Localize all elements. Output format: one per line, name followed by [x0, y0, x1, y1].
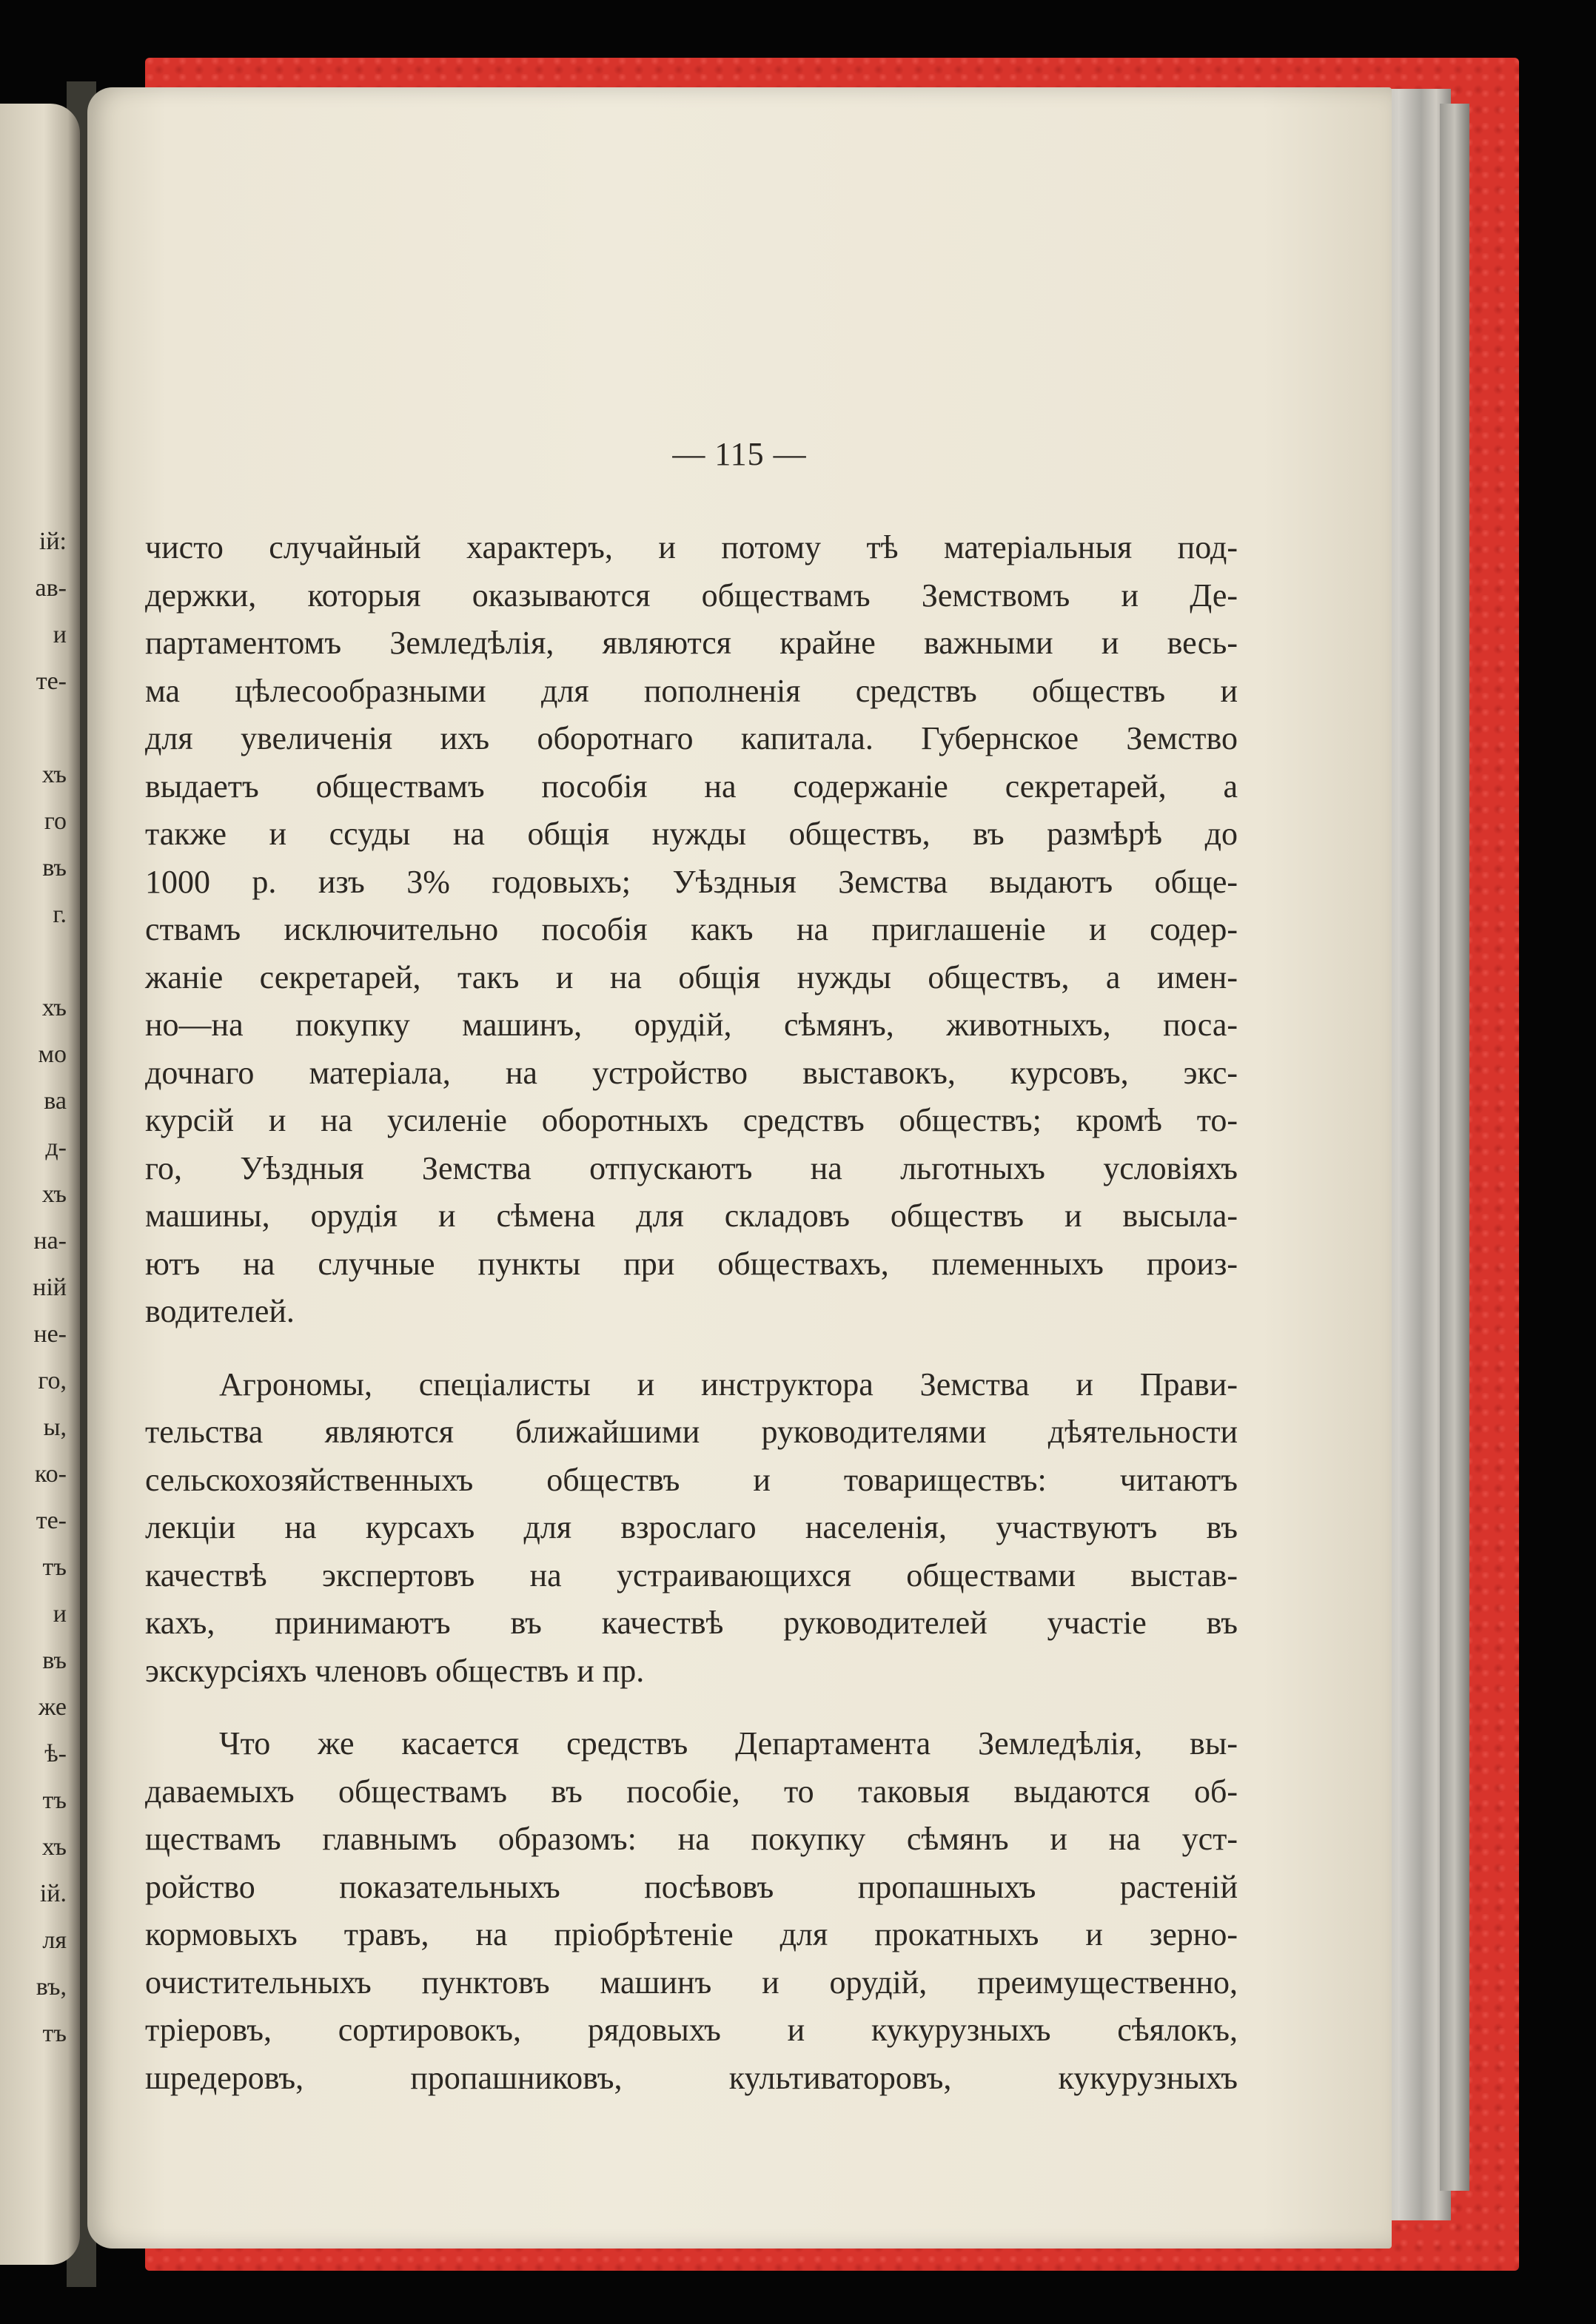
paragraph [145, 1720, 1238, 2102]
left-page-fragment: тъ [42, 2020, 67, 2047]
left-page-fragment: ій. [39, 1880, 67, 1907]
left-page-fragment: хъ [41, 1181, 67, 1208]
text-line: Агрономы, спеціалисты и инструктора Земства и Прави- [219, 1366, 1238, 1403]
left-page-fragment: го [44, 807, 67, 835]
paragraph-gap [145, 1695, 1238, 1720]
text-line: кормовыхъ травъ, на пріобрѣтеніе для прокатныхъ и зерно- [145, 1916, 1238, 1952]
paragraph-gap [145, 1336, 1238, 1361]
left-page-fragment: ля [42, 1927, 67, 1954]
left-page-fragment [0, 938, 67, 984]
left-page-fragment: въ [42, 854, 67, 881]
text-line: курсій и на усиленіе оборотныхъ средствъ обществъ; кромѣ то- [145, 1102, 1238, 1138]
left-facing-page [0, 104, 80, 2265]
text-line: лекціи на курсахъ для взрослаго населенія, участвуютъ въ [145, 1509, 1238, 1545]
text-line: го, Уѣздныя Земства отпускаютъ на льготныхъ условіяхъ [145, 1149, 1238, 1186]
text-line: Что же касается средствъ Департамента Земледѣлія, вы- [219, 1725, 1238, 1762]
text-line: ма цѣлесообразными для пополненія средствъ обществъ и [145, 672, 1238, 709]
text-line: дочнаго матеріала, на устройство выставокъ, курсовъ, экс- [145, 1054, 1238, 1091]
page-block-edge-shadow [1440, 104, 1469, 2191]
left-page-fragment [0, 705, 67, 751]
left-page-fragment: ій: [38, 528, 67, 555]
left-page-fragment: ва [44, 1087, 67, 1115]
left-page-fragment: въ, [36, 1973, 67, 2001]
text-line: но—на покупку машинъ, орудій, сѣмянъ, животныхъ, поса- [145, 1007, 1238, 1043]
text-line: ствамъ исключительно пособія какъ на приглашеніе и содер- [145, 911, 1238, 947]
left-page-fragment: го, [38, 1367, 67, 1394]
left-page-fragment: тъ [42, 1787, 67, 1814]
text-line: 1000 р. изъ 3% годовыхъ; Уѣздныя Земства выдаютъ обще- [145, 863, 1238, 900]
text-line: также и ссуды на общія нужды обществъ, въ размѣрѣ до [145, 816, 1238, 852]
text-line: качествѣ экспертовъ на устраивающихся обществами выстав- [145, 1556, 1238, 1593]
text-line: шредеровъ, пропашниковъ, культиваторовъ, кукурузныхъ [145, 2059, 1238, 2096]
book-page [87, 87, 1392, 2249]
left-page-fragment: и [53, 621, 67, 648]
text-line: чисто случайный характеръ, и потому тѣ матеріальныя под- [145, 529, 1238, 565]
left-page-fragment: на- [33, 1227, 67, 1255]
text-line: ществамъ главнымъ образомъ: на покупку сѣмянъ и на уст- [145, 1821, 1238, 1857]
left-page-fragment: не- [33, 1320, 67, 1348]
paragraph [145, 524, 1238, 1336]
left-page-fragment: ко- [34, 1460, 67, 1488]
left-page-fragment: тъ [42, 1554, 67, 1581]
left-page-fragment: ѣ- [44, 1740, 67, 1767]
left-page-fragment: те- [36, 1507, 67, 1534]
text-line: сельскохозяйственныхъ обществъ и товариществъ: читаютъ [145, 1461, 1238, 1498]
text-line: для увеличенія ихъ оборотнаго капитала. Губернское Земство [145, 720, 1238, 756]
text-line: водителей. [145, 1293, 295, 1329]
left-page-fragment: те- [36, 668, 67, 695]
left-page-fragment: хъ [41, 994, 67, 1021]
left-page-fragment: же [38, 1693, 67, 1721]
text-line: жаніе секретарей, такъ и на общія нужды обществъ, а имен- [145, 958, 1238, 995]
text-line: даваемыхъ обществамъ въ пособіе, то таковыя выдаются об- [145, 1773, 1238, 1810]
text-line: выдаетъ обществамъ пособія на содержаніе секретарей, а [145, 768, 1238, 805]
text-line: экскурсіяхъ членовъ обществъ и пр. [145, 1652, 645, 1689]
left-page-fragment: и [53, 1600, 67, 1628]
left-page-fragment: ы, [43, 1414, 67, 1441]
page-number: — 115 — [672, 436, 807, 472]
text-line: партаментомъ Земледѣлія, являются крайне важными и весь- [145, 625, 1238, 661]
text-line: машины, орудія и сѣмена для складовъ обществъ и высыла- [145, 1198, 1238, 1234]
text-line: ройство показательныхъ посѣвовъ пропашныхъ растеній [145, 1868, 1238, 1905]
left-page-fragment: въ [42, 1647, 67, 1674]
text-line: держки, которыя оказываются обществамъ Земствомъ и Де- [145, 577, 1238, 614]
left-page-fragment: г. [53, 901, 67, 928]
left-page-fragment: хъ [41, 1833, 67, 1861]
text-line: тріеровъ, сортировокъ, рядовыхъ и кукурузныхъ сѣялокъ, [145, 2012, 1238, 2048]
left-page-fragment: хъ [41, 761, 67, 788]
left-page-fragment: ав- [35, 574, 67, 602]
text-line: тельства являются ближайшими руководителями дѣятельности [145, 1414, 1238, 1450]
text-line: ютъ на случные пункты при обществахъ, племенныхъ произ- [145, 1245, 1238, 1282]
left-page-fragment: ній [33, 1274, 67, 1301]
left-page-text-fragments [0, 518, 71, 2057]
text-line: кахъ, принимаютъ въ качествѣ руководителей участіе въ [145, 1605, 1238, 1641]
left-page-fragment: д- [45, 1134, 67, 1161]
left-page-fragment: мо [38, 1041, 67, 1068]
page-body-text [145, 524, 1238, 2102]
paragraph [145, 1361, 1238, 1696]
text-line: очистительныхъ пунктовъ машинъ и орудій, преимущественно, [145, 1964, 1238, 2001]
